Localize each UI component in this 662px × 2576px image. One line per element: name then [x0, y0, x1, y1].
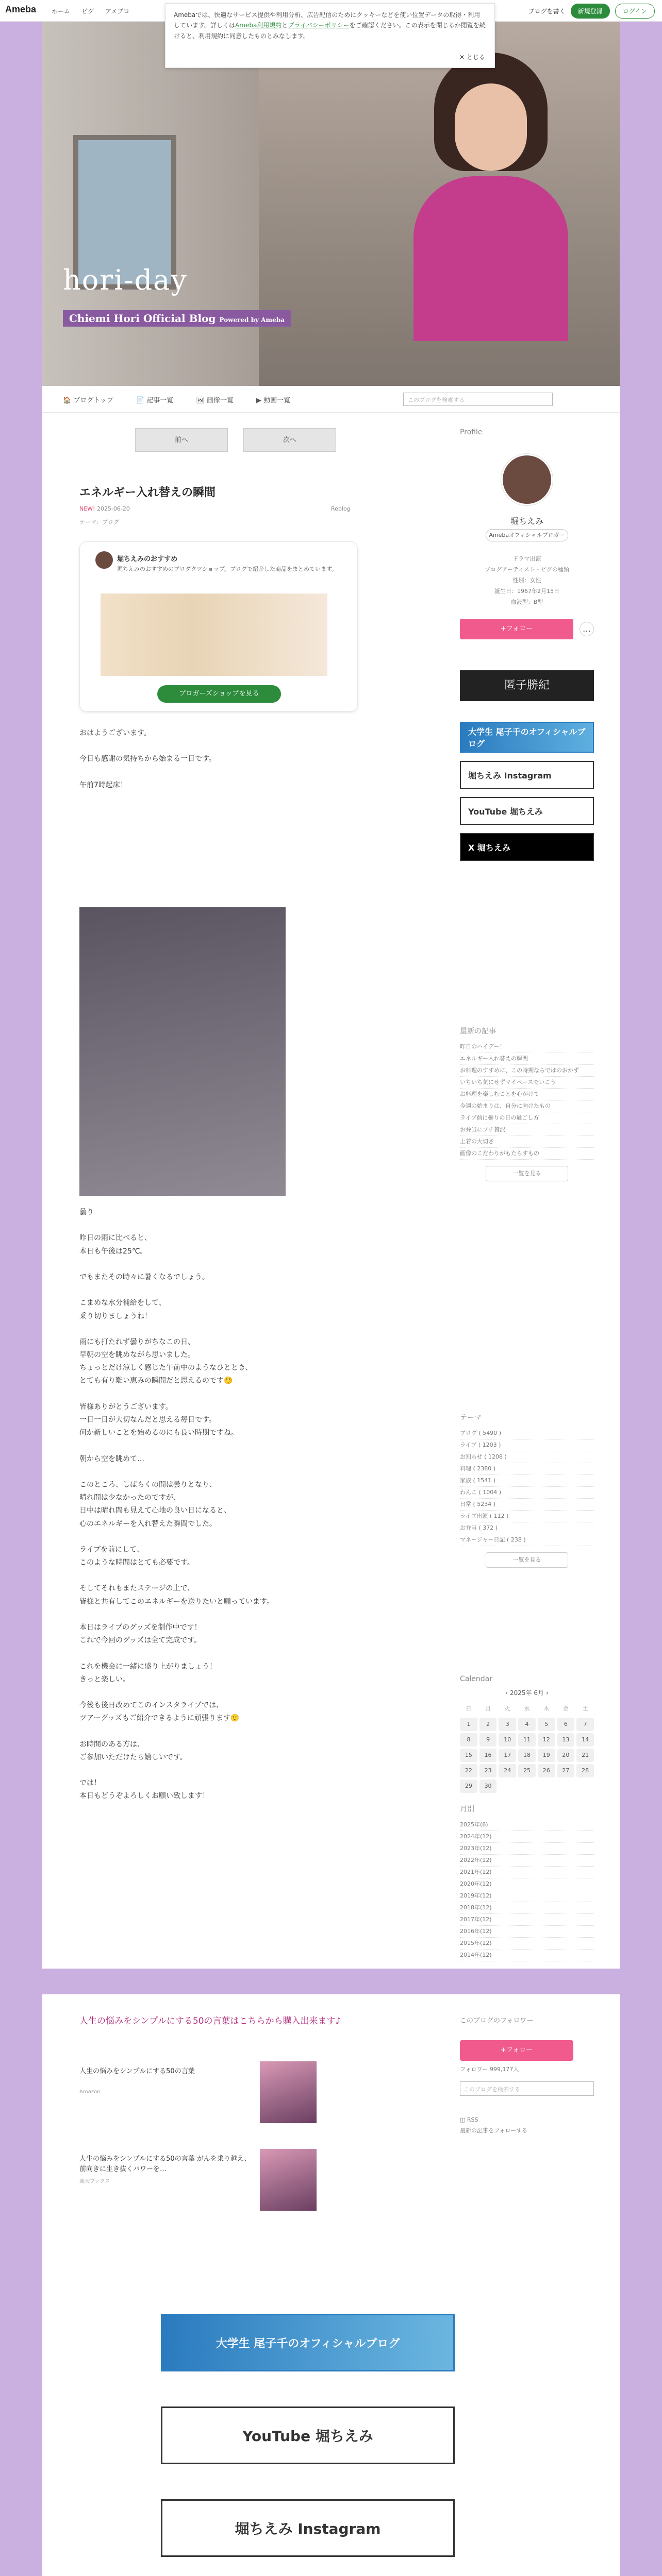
new-badge: NEW! — [79, 505, 95, 512]
recent-item[interactable]: 今週の始まりは、自分に向けたもの — [460, 1100, 594, 1112]
calendar-day[interactable]: 26 — [538, 1764, 555, 1777]
recent-item[interactable]: ライブ前に曇りの日の過ごし方 — [460, 1112, 594, 1124]
top-nav — [52, 7, 129, 15]
pr-item-sub: 楽天ブックス — [79, 2179, 110, 2184]
profile-line: ブログアーティスト・ピグの種類 — [485, 566, 569, 573]
nav-entries[interactable]: 📄 記事一覧 — [136, 397, 174, 404]
register-button[interactable]: 新規登録 — [571, 4, 610, 19]
archive-item[interactable]: 2020年(12) — [460, 1878, 594, 1890]
theme-item[interactable]: わんこ ( 1004 ) — [460, 1487, 594, 1499]
nav-label: 画像一覧 — [206, 397, 234, 404]
portrait-body — [413, 176, 568, 341]
main-content — [42, 413, 620, 1969]
rss-link[interactable]: ◫ RSS — [460, 2116, 478, 2123]
calendar-day[interactable]: 20 — [557, 1749, 575, 1762]
cookie-notice — [165, 3, 495, 68]
nav-blog-top[interactable]: 🏠 ブログトップ — [63, 397, 113, 404]
terms-link[interactable]: Ameba利用規約 — [235, 22, 282, 29]
pr-title[interactable]: 人生の悩みをシンプルにする50の言葉はこちらから購入出来ます♪ — [79, 2016, 341, 2026]
theme-item[interactable]: 料理 ( 2380 ) — [460, 1463, 594, 1475]
archive-item[interactable]: 2014年(12) — [460, 1950, 594, 1961]
theme-item[interactable]: 家族 ( 1541 ) — [460, 1475, 594, 1487]
blog-header-image — [42, 22, 620, 386]
archive-list — [460, 1819, 594, 1961]
recent-item[interactable]: エネルギー入れ替えの瞬間 — [460, 1053, 594, 1065]
lower-follow-button[interactable]: +フォロー — [460, 2040, 573, 2061]
recent-list — [460, 1041, 594, 1181]
bloggers-shop-card — [79, 541, 358, 711]
pr-item-sub: Amazon — [79, 2089, 101, 2095]
recent-item[interactable]: 昨日のハイデー！ — [460, 1041, 594, 1053]
pr-item-image — [260, 2061, 317, 2123]
calendar-day[interactable]: 8 — [460, 1733, 477, 1747]
shop-cta-button[interactable]: ブロガーズショップを見る — [157, 685, 281, 703]
calendar-day[interactable]: 27 — [557, 1764, 575, 1777]
archive-title: 月別 — [460, 1805, 474, 1814]
calendar-day[interactable]: 13 — [557, 1733, 575, 1747]
blog-search-input[interactable]: このブログを検索する — [403, 393, 553, 406]
calendar-day[interactable]: 24 — [499, 1764, 516, 1777]
nav-ameblo[interactable]: アメブロ — [105, 8, 130, 15]
recent-item[interactable]: 上着の大切さ — [460, 1136, 594, 1148]
theme-title: テーマ — [460, 1414, 482, 1422]
calendar-weekday: 月 — [485, 1705, 491, 1712]
entry-title[interactable]: エネルギー入れ替えの瞬間 — [79, 486, 216, 499]
blog-title[interactable]: hori-day — [63, 264, 188, 296]
archive-item[interactable]: 2015年(12) — [460, 1938, 594, 1950]
theme-list — [460, 1428, 594, 1568]
theme-item[interactable]: マネージャー日記 ( 238 ) — [460, 1534, 594, 1546]
profile-line: 性別：女性 — [512, 577, 541, 584]
entry-body-main: 曇り 昨日の雨に比べると、 本日も午後は25℃。 でもまたその時々に暑くなるでしょう。 こまめな水分補給をして、 乗り切りましょうね！ 雨にも打たれず曇りがちなこの日、 早朝の空を眺めながら思いました。 ちょっとだけ涼しく感じた午前中のようなひととき、 とても有り難い恵みの瞬間だと思えるのです☺️ 皆様ありがとうございます。 一日一日が大切なんだと思える毎日です。 何か新しいことを始めるのにも良い時期ですね。 朝から空を眺めて… このところ、しばらくの間は曇りとなり、 晴れ間は少なかったのですが、 日中は晴れ間も見えて心地の良い日になると、 心のエネルギーを入れ替えた瞬間でした。 ライブを前にして、 このような時間はとても必要です。 そしてそれもまたステージの上で、 皆様と共有してこのエネルギーを送りたいと願っています。 本日はライブのグッズを制作中です！ これで今回のグッズは全て完成です。 これを機会に一緒に盛り上がりましょう！ きっと楽しい。 今後も後日改めてこのインスタライブでは、 ツアーグッズもご紹介できるように頑張ります🙂 お時間のある方は、 ご参加いただけたら嬉しいです。 では！ 本日もどうぞよろしくお願い致します！ — [79, 1208, 274, 1801]
calendar-day[interactable]: 18 — [518, 1749, 536, 1762]
theme-item[interactable]: ライブ出演 ( 112 ) — [460, 1511, 594, 1522]
theme-item[interactable]: お知らせ ( 1208 ) — [460, 1451, 594, 1463]
lower-section — [42, 1994, 620, 2576]
notice-text: と — [282, 22, 288, 29]
archive-item[interactable]: 2018年(12) — [460, 1902, 594, 1914]
nav-home[interactable]: ホーム — [52, 8, 71, 15]
profile-line: 誕生日：1967年2月15日 — [494, 587, 559, 595]
calendar-day[interactable]: 30 — [479, 1780, 497, 1793]
archive-item[interactable]: 2019年(12) — [460, 1890, 594, 1902]
calendar-weekday: 土 — [582, 1705, 588, 1712]
calendar-day[interactable]: 21 — [576, 1749, 594, 1762]
notice-text: をご確認ください。この表示を閉じるか閲覧を続けると、利用規約に同意したものとみなします。 — [174, 22, 486, 40]
rss-label: RSS — [467, 2116, 478, 2123]
calendar-day[interactable]: 14 — [576, 1733, 594, 1747]
shop-products-image — [101, 594, 327, 676]
more-icon[interactable]: … — [580, 622, 594, 636]
powered-by: Powered by Ameba — [219, 316, 285, 324]
lower-search-input[interactable]: このブログを検索する — [460, 2081, 594, 2096]
profile-label: Profile — [460, 428, 483, 436]
lower-banner-youtube[interactable]: YouTube 堀ちえみ — [161, 2406, 455, 2464]
calendar-day[interactable]: 9 — [479, 1733, 497, 1747]
notice-close-button[interactable]: ✕ とじる — [459, 53, 485, 61]
calendar-day[interactable]: 16 — [479, 1749, 497, 1762]
calendar-day[interactable]: 3 — [499, 1718, 516, 1731]
nav-label: 記事一覧 — [146, 397, 174, 404]
header-portrait — [413, 53, 568, 341]
archive-item[interactable]: 2023年(12) — [460, 1843, 594, 1855]
nav-videos[interactable]: ▶ 動画一覧 — [256, 397, 291, 404]
follower-count: フォロワー 999,177人 — [460, 2066, 519, 2073]
follower-widget — [460, 2015, 594, 2134]
calendar-day[interactable]: 12 — [538, 1733, 555, 1747]
write-blog-link[interactable]: ブログを書く — [528, 8, 566, 15]
theme-item[interactable]: ライブ ( 1203 ) — [460, 1439, 594, 1451]
entry-photo-sky[interactable] — [79, 907, 286, 1196]
recent-item[interactable]: お料理を楽しむことを心がけて — [460, 1089, 594, 1100]
calendar-day[interactable]: 7 — [576, 1718, 594, 1731]
archive-item[interactable]: 2025年(6) — [460, 1819, 594, 1831]
nav-label: 動画一覧 — [263, 397, 291, 404]
calendar-day[interactable]: 4 — [518, 1718, 536, 1731]
pr-item[interactable] — [79, 2149, 317, 2216]
recent-title: 最新の記事 — [460, 1027, 496, 1036]
pr-item-image — [260, 2149, 317, 2211]
lower-banner-official-blog[interactable]: 大学生 尾子千のオフィシャルブログ — [161, 2314, 455, 2371]
calendar-weekday: 火 — [504, 1705, 510, 1712]
calendar-day[interactable]: 6 — [557, 1718, 575, 1731]
archive-item[interactable]: 2022年(12) — [460, 1855, 594, 1867]
calendar-day[interactable]: 5 — [538, 1718, 555, 1731]
shop-name: 堀ちえみのおすすめ — [117, 555, 178, 563]
archive-item[interactable]: 2024年(12) — [460, 1831, 594, 1843]
follower-title: このブログのフォロワー — [460, 2017, 534, 2025]
theme-item[interactable]: ブログ ( 5490 ) — [460, 1428, 594, 1439]
pr-item-title: 人生の悩みをシンプルにする50の言葉 がんを乗り越え、前向きに生き抜くパワーを… — [79, 2155, 251, 2173]
notice-text: Amebaでは、快適なサービス提供や利用分析、広告配信のためにクッキーなどを使い位置データの取得・利用しています。詳しくは — [174, 11, 481, 29]
calendar-day[interactable]: 22 — [460, 1764, 477, 1777]
calendar-day[interactable]: 23 — [479, 1764, 497, 1777]
calendar-month: 2025年 6月 — [510, 1689, 544, 1697]
calendar-day[interactable]: 28 — [576, 1764, 594, 1777]
nav-label: ブログトップ — [73, 397, 113, 404]
entry-meta — [79, 505, 130, 512]
banner-x[interactable]: X 堀ちえみ — [460, 833, 594, 861]
calendar-weekday: 金 — [562, 1705, 569, 1712]
entry-body-intro: おはようございます。 今日も感謝の気持ちから始まる一日です。 午前7時起床！ — [79, 729, 216, 789]
recent-item[interactable]: お料理のすすめに、この時期ならではのおかず — [460, 1065, 594, 1077]
calendar-day[interactable]: 1 — [460, 1718, 477, 1731]
banner-youtube[interactable]: YouTube 堀ちえみ — [460, 797, 594, 825]
calendar-day[interactable]: 25 — [518, 1764, 536, 1777]
login-button[interactable]: ログイン — [615, 4, 655, 19]
blog-subtitle-text: Chiemi Hori Official Blog — [69, 312, 216, 325]
banner-instagram[interactable]: 堀ちえみ Instagram — [460, 761, 594, 789]
lower-banner-instagram[interactable]: 堀ちえみ Instagram — [161, 2499, 455, 2557]
recent-item[interactable]: お弁当にプチ贅沢 — [460, 1124, 594, 1136]
official-badge: Amebaオフィシャルブロガー — [486, 529, 568, 541]
calendar-weekday: 日 — [466, 1705, 472, 1712]
top-actions — [528, 4, 655, 19]
blog-subtitle — [63, 310, 291, 327]
theme-more-button[interactable]: 一覧を見る — [486, 1552, 568, 1568]
portrait-face — [455, 83, 527, 171]
profile-follow-button[interactable]: +フォロー — [460, 619, 573, 639]
banner-official-blog[interactable]: 大学生 尾子千のオフィシャルブログ — [460, 722, 594, 753]
recent-item[interactable]: いちいち気にせずマイペースでいこう — [460, 1077, 594, 1089]
profile-avatar[interactable] — [501, 454, 553, 505]
privacy-link[interactable]: プライバシーポリシー — [288, 22, 350, 29]
calendar-day[interactable]: 11 — [518, 1733, 536, 1747]
global-nav-items — [63, 395, 290, 404]
profile-line: ドラマ出演 — [512, 555, 541, 562]
calendar-day[interactable]: 2 — [479, 1718, 497, 1731]
notice-close-label: とじる — [466, 53, 485, 61]
recent-item[interactable]: 画像のこだわりがもたらすもの — [460, 1148, 594, 1160]
shop-desc: 堀ちえみのおすすめのプロダクツショップ。ブログで紹介した商品をまとめています。 — [117, 566, 338, 572]
profile-name[interactable]: 堀ちえみ — [510, 516, 543, 526]
theme-item[interactable]: 日常 ( 5234 ) — [460, 1499, 594, 1511]
nav-pigg[interactable]: ピグ — [81, 8, 94, 15]
reblog-link[interactable]: Reblog — [331, 505, 351, 512]
calendar-widget — [460, 1675, 594, 1793]
calendar-day[interactable]: 19 — [538, 1749, 555, 1762]
calendar-prev-icon[interactable]: ‹ — [505, 1689, 508, 1697]
entry-theme[interactable]: テーマ：ブログ — [79, 519, 119, 526]
calendar-grid — [460, 1702, 594, 1793]
calendar-next-icon[interactable]: › — [545, 1689, 549, 1697]
calendar-day[interactable]: 15 — [460, 1749, 477, 1762]
archive-item[interactable]: 2017年(12) — [460, 1914, 594, 1926]
archive-item[interactable]: 2021年(12) — [460, 1867, 594, 1878]
pr-item[interactable] — [79, 2061, 317, 2128]
global-nav — [42, 386, 620, 413]
archive-item[interactable]: 2016年(12) — [460, 1926, 594, 1938]
pr-item-title: 人生の悩みをシンプルにする50の言葉 — [79, 2067, 195, 2075]
calendar-weekday: 水 — [524, 1705, 530, 1712]
ameba-logo[interactable]: Ameba — [5, 4, 37, 14]
rss-follow-link[interactable]: 最新の記事をフォローする — [460, 2127, 527, 2134]
calendar-title: Calendar — [460, 1675, 492, 1683]
shop-avatar — [95, 551, 113, 569]
recent-more-button[interactable]: 一覧を見る — [486, 1166, 568, 1181]
profile-info — [460, 554, 594, 607]
calendar-day[interactable]: 17 — [499, 1749, 516, 1762]
entry-date: 2025-06-20 — [96, 505, 130, 512]
prev-button[interactable]: 前へ — [135, 428, 228, 452]
promo-banner-image[interactable]: 匿子勝紀 — [460, 670, 594, 701]
calendar-nav — [460, 1688, 594, 1697]
nav-images[interactable]: 🖼 画像一覧 — [196, 397, 234, 404]
entry-pager — [135, 428, 336, 452]
next-button[interactable]: 次へ — [243, 428, 336, 452]
profile-line: 血液型：B型 — [510, 598, 543, 605]
calendar-day[interactable]: 10 — [499, 1733, 516, 1747]
calendar-day[interactable]: 29 — [460, 1780, 477, 1793]
calendar-weekday: 木 — [543, 1705, 550, 1712]
theme-item[interactable]: お弁当 ( 372 ) — [460, 1522, 594, 1534]
